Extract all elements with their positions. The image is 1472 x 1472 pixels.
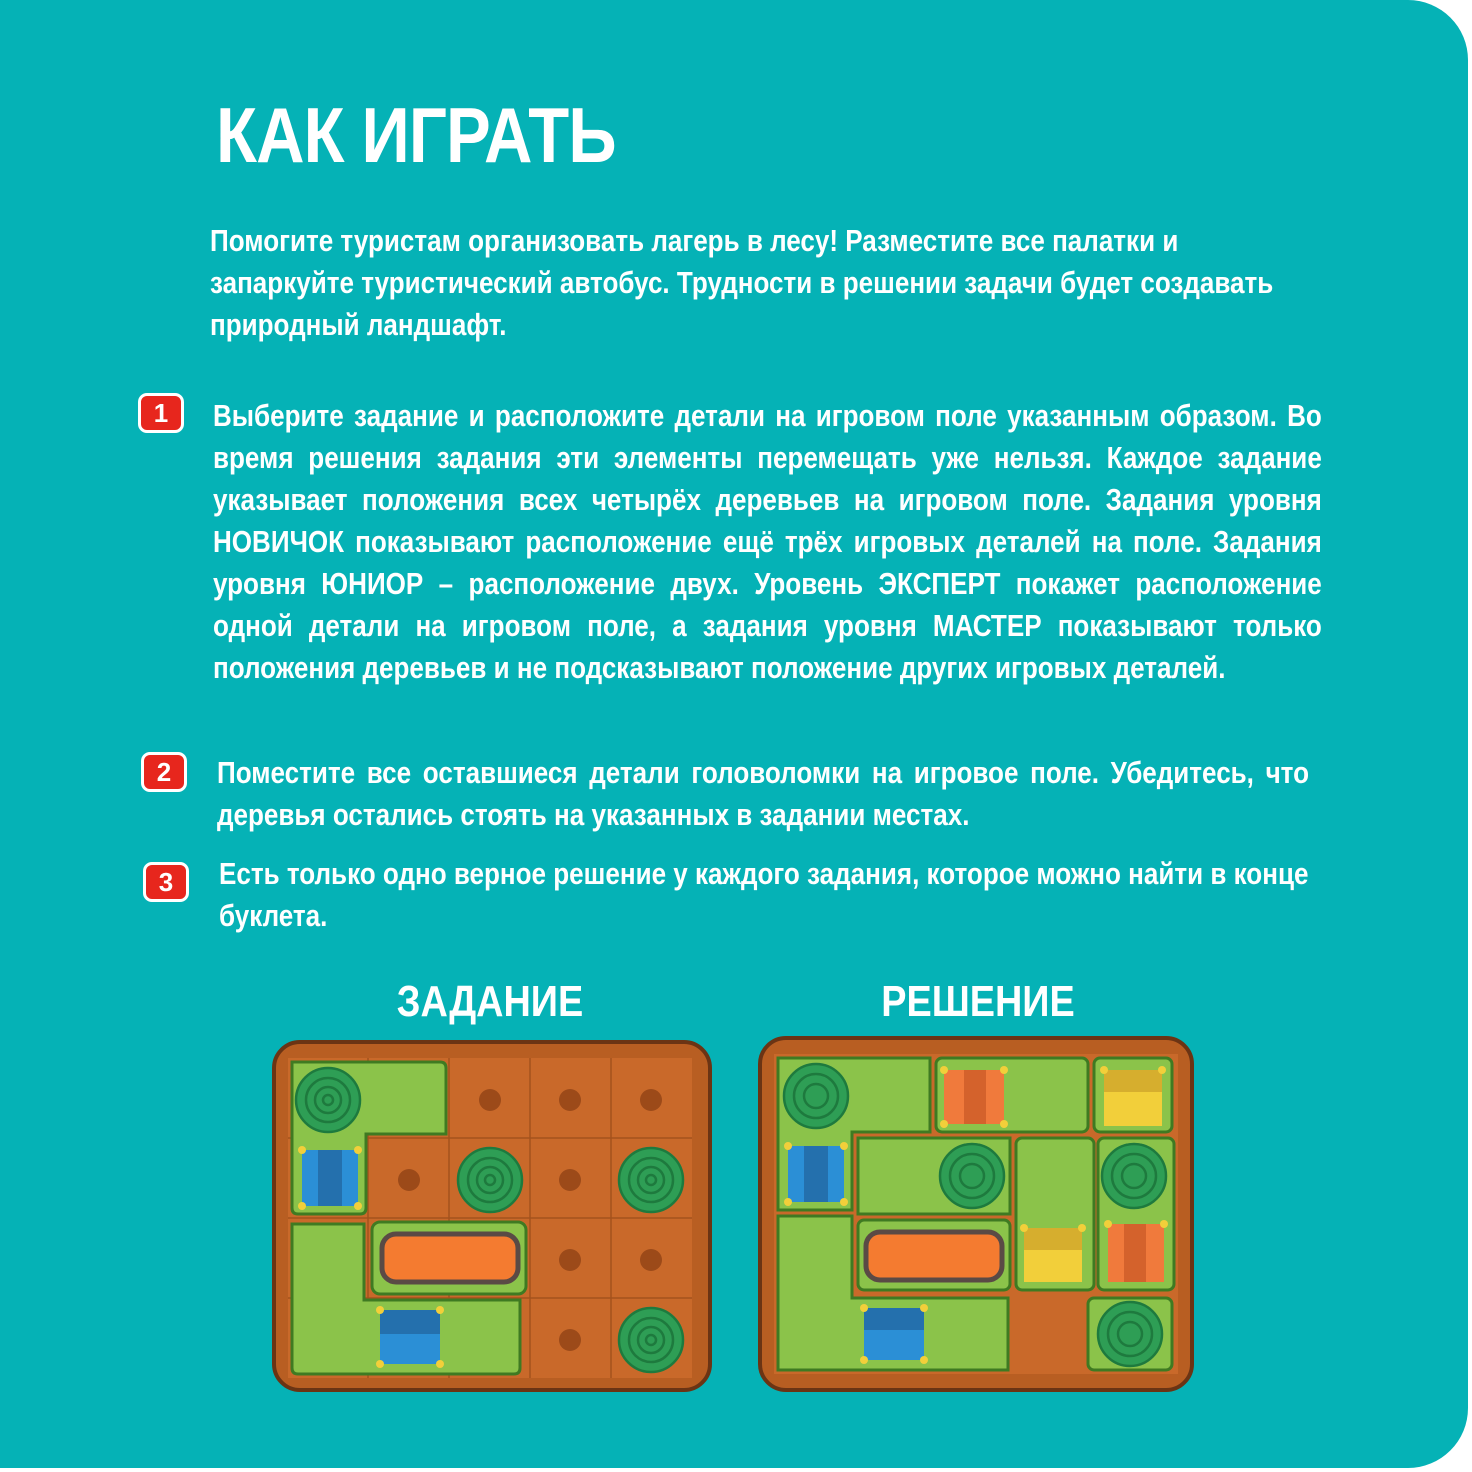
tent-blue-icon (298, 1146, 362, 1210)
tent-blue-icon (860, 1304, 928, 1364)
intro-text: Помогите туристам организовать лагерь в лесу! Разместите все палатки и запаркуйте туристический автобус. Трудности в решении задачи будет создавать природный ландшафт. (210, 223, 1274, 342)
tree-icon (619, 1308, 683, 1372)
task-label: ЗАДАНИЕ (396, 977, 584, 1026)
tent-blue-icon (784, 1142, 848, 1206)
tree-icon (619, 1148, 683, 1212)
step-2-badge: 2 (141, 752, 187, 792)
tree-icon (1102, 1144, 1166, 1208)
solution-label: РЕШЕНИЕ (881, 977, 1075, 1026)
tent-yellow-icon (1100, 1066, 1166, 1126)
tree-icon (784, 1064, 848, 1128)
step-3-badge: 3 (143, 862, 189, 902)
tree-icon (458, 1148, 522, 1212)
step-1-text: Выберите задание и расположите детали на игровом поле указанным образом. Во время решения задания эти элементы перемещать уже нельзя. Каждое задание указывает положения всех четырёх деревьев на игровом поле. Задания уровня НОВИЧОК показывают расположение ещё трёх игровых деталей на поле. Задания уровня ЮНИОР – расположение двух. Уровень ЭКСПЕРТ покажет расположение одной детали на игровом поле, а задания уровня МАСТЕР показывают только положения деревьев и не подсказывают положение других игровых деталей. (213, 398, 1322, 685)
tent-orange-icon (940, 1066, 1008, 1128)
step-3-text: Есть только одно верное решение у каждого задания, которое можно найти в конце буклета. (219, 856, 1309, 933)
tent-yellow-icon (1020, 1224, 1086, 1282)
step-1-badge: 1 (138, 393, 184, 433)
solution-board (758, 1036, 1194, 1392)
tree-icon (940, 1144, 1004, 1208)
bus-icon (866, 1232, 1002, 1280)
bus-piece (372, 1222, 526, 1294)
task-board (272, 1040, 712, 1392)
tree-icon (296, 1068, 360, 1132)
tent-blue-icon (376, 1306, 444, 1368)
tree-icon (1098, 1302, 1162, 1366)
page-title: КАК ИГРАТЬ (216, 91, 616, 179)
step-2-text: Поместите все оставшиеся детали головоломки на игровое поле. Убедитесь, что деревья остались стоять на указанных в задании местах. (217, 755, 1309, 832)
tent-orange-icon (1104, 1220, 1168, 1282)
